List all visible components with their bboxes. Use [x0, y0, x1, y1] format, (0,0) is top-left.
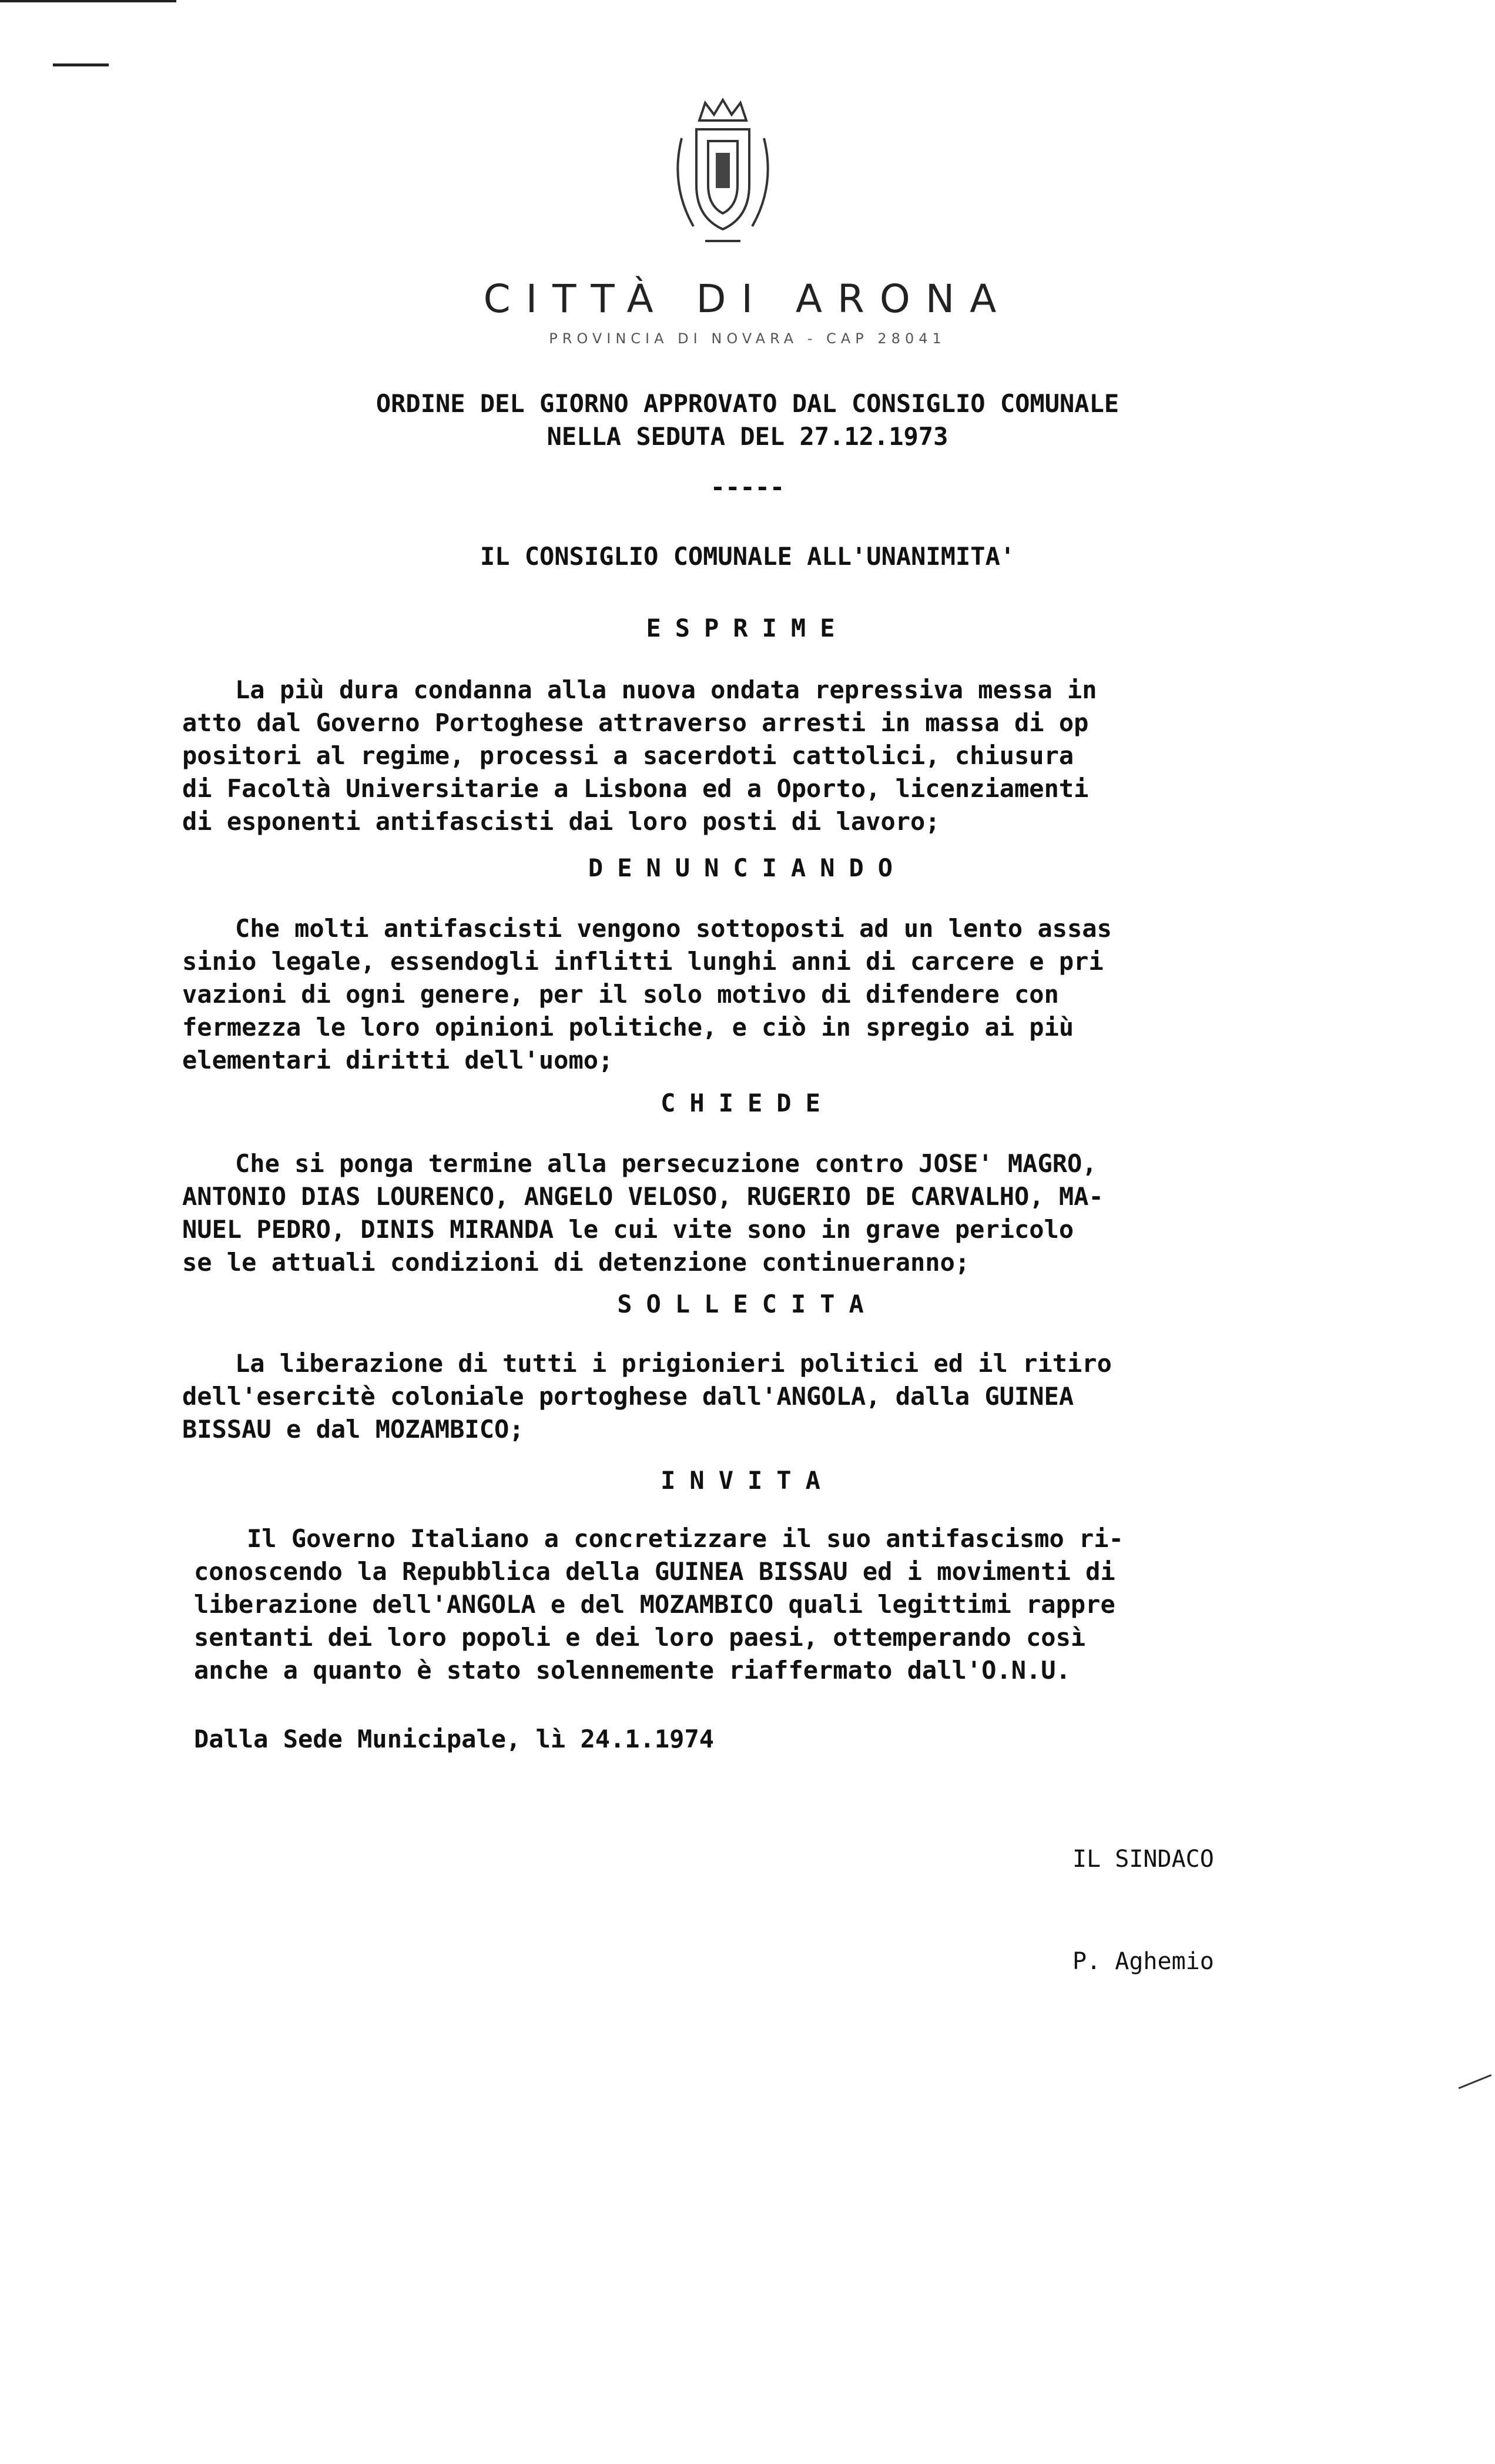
- preamble: IL CONSIGLIO COMUNALE ALL'UNANIMITA': [480, 542, 1015, 571]
- body-line: Che molti antifascisti vengono sottoposti ad un lento assas: [235, 914, 1112, 943]
- section-body-sollecita: [182, 1347, 1334, 1446]
- margin-mark: [1459, 2074, 1492, 2089]
- section-body-esprime: [182, 674, 1334, 838]
- section-heading-esprime: ESPRIME: [646, 614, 849, 642]
- body-line: La liberazione di tutti i prigionieri politici ed il ritiro: [235, 1349, 1112, 1378]
- body-line: dell'esercitè coloniale portoghese dall'ANGOLA, dalla GUINEA: [182, 1382, 1074, 1411]
- body-line: ANTONIO DIAS LOURENCO, ANGELO VELOSO, RUGERIO DE CARVALHO, MA-: [182, 1182, 1104, 1211]
- body-line: liberazione dell'ANGOLA e del MOZAMBICO quali legittimi rappre: [194, 1590, 1115, 1619]
- body-line: di Facoltà Universitarie a Lisbona ed a Oporto, licenziamenti: [182, 774, 1089, 803]
- document-title-line-2: NELLA SEDUTA DEL 27.12.1973: [547, 422, 948, 451]
- section-heading-invita: INVITA: [661, 1466, 834, 1495]
- body-line: anche a quanto è stato solennemente riaffermato dall'O.N.U.: [194, 1656, 1071, 1685]
- signature-block: [1072, 1774, 1214, 2013]
- section-body-denunciando: [182, 912, 1334, 1077]
- scan-mark: [53, 63, 109, 66]
- section-body-chiede: [182, 1147, 1334, 1279]
- body-line: sentanti dei loro popoli e dei loro paesi, ottemperando così: [194, 1623, 1086, 1652]
- section-body-invita: [194, 1522, 1346, 1687]
- title-divider: -----: [710, 473, 785, 501]
- mayor-title: IL SINDACO: [1072, 1846, 1214, 1873]
- document-title-line-1: ORDINE DEL GIORNO APPROVATO DAL CONSIGLIO COMUNALE: [376, 389, 1119, 418]
- mayor-name: P. Aghemio: [1072, 1948, 1214, 1975]
- section-heading-sollecita: SOLLECITA: [617, 1290, 878, 1318]
- body-line: conoscendo la Repubblica della GUINEA BISSAU ed i movimenti di: [194, 1557, 1115, 1586]
- province-line: PROVINCIA DI NOVARA - CAP 28041: [549, 330, 946, 347]
- body-line: Il Governo Italiano a concretizzare il suo antifascismo ri-: [247, 1524, 1124, 1553]
- body-line: Che si ponga termine alla persecuzione contro JOSE' MAGRO,: [235, 1149, 1097, 1178]
- corner-mark: [0, 0, 176, 2]
- city-crest-icon: [664, 97, 782, 250]
- body-line: atto dal Governo Portoghese attraverso arresti in massa di op: [182, 708, 1089, 737]
- section-heading-denunciando: DENUNCIANDO: [588, 853, 907, 882]
- section-heading-chiede: CHIEDE: [661, 1089, 834, 1117]
- closing-place-date: Dalla Sede Municipale, lì 24.1.1974: [194, 1725, 715, 1753]
- body-line: La più dura condanna alla nuova ondata repressiva messa in: [235, 675, 1097, 704]
- body-line: sinio legale, essendogli inflitti lunghi anni di carcere e pri: [182, 947, 1104, 976]
- body-line: positori al regime, processi a sacerdoti cattolici, chiusura: [182, 741, 1074, 770]
- body-line: fermezza le loro opinioni politiche, e ciò in spregio ai più: [182, 1013, 1074, 1042]
- body-line: BISSAU e dal MOZAMBICO;: [182, 1415, 524, 1444]
- body-line: se le attuali condizioni di detenzione continueranno;: [182, 1248, 970, 1277]
- body-line: elementari diritti dell'uomo;: [182, 1046, 614, 1074]
- body-line: NUEL PEDRO, DINIS MIRANDA le cui vite sono in grave pericolo: [182, 1215, 1074, 1244]
- body-line: di esponenti antifascisti dai loro posti di lavoro;: [182, 807, 940, 836]
- body-line: vazioni di ogni genere, per il solo motivo di difendere con: [182, 980, 1059, 1009]
- city-name: CITTÀ DI ARONA: [483, 276, 1012, 322]
